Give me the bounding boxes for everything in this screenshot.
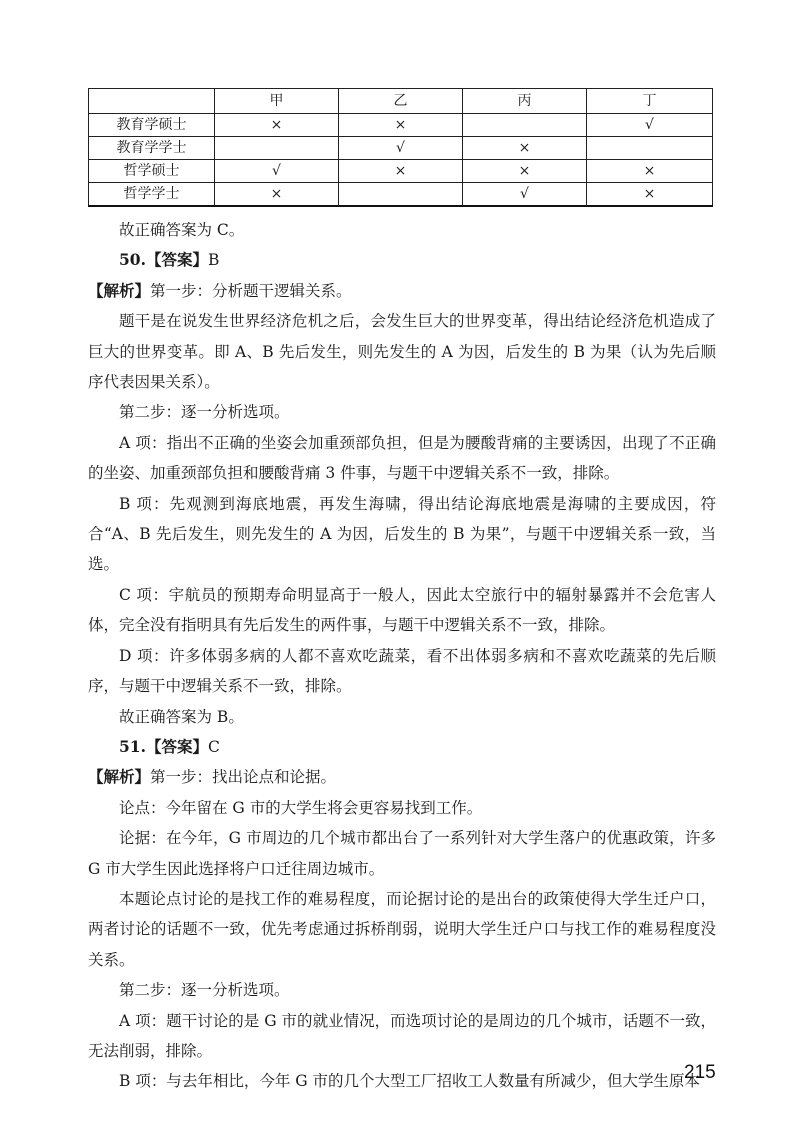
table-cell: √ — [339, 137, 463, 160]
row-label: 哲学硕士 — [89, 160, 215, 183]
paragraph: 题干是在说发生世界经济危机之后，会发生巨大的世界变革，得出结论经济危机造成了巨大的世界变革。即 A、B 先后发生，则先发生的 A 为因，后发生的 B 为果（认为先后顺序代表因果关系）。 — [88, 312, 716, 392]
option-paragraph: B 项：与去年相比，今年 G 市的几个大型工厂招收工人数量有所减少，但大学生原本 — [119, 1072, 701, 1091]
answer-heading: 51.【答案】C — [119, 736, 220, 756]
table-cell — [463, 114, 587, 137]
table-header-cell: 甲 — [215, 89, 339, 114]
table-row — [89, 183, 713, 207]
paragraph: 论点：今年留在 G 市的大学生将会更容易找到工作。 — [119, 798, 483, 817]
analysis-heading: 【解析】第一步：找出论点和论据。 — [88, 767, 337, 787]
table-header-cell: 丁 — [587, 89, 713, 114]
paragraph: 第二步：逐一分析选项。 — [119, 403, 290, 422]
paragraph: 故正确答案为 B。 — [119, 707, 244, 726]
row-label: 教育学硕士 — [89, 114, 215, 137]
table-header-cell — [89, 89, 215, 114]
table-cell: × — [339, 114, 463, 137]
paragraph: 第二步：逐一分析选项。 — [119, 981, 290, 1000]
table-header-row — [89, 89, 713, 114]
table-cell — [215, 137, 339, 160]
table-cell: × — [339, 160, 463, 183]
table-cell — [587, 137, 713, 160]
table-cell — [339, 183, 463, 207]
row-label: 哲学学士 — [89, 183, 215, 207]
paragraph: 本题论点讨论的是找工作的难易程度，而论据讨论的是出台的政策使得大学生迁户口，两者讨论的话题不一致，优先考虑通过拆桥削弱，说明大学生迁户口与找工作的难易程度没关系。 — [88, 889, 716, 969]
paragraph: 故正确答案为 C。 — [119, 221, 245, 239]
answer-heading: 50.【答案】B — [119, 250, 220, 270]
option-paragraph: A 项：题干讨论的是 G 市的就业情况，而选项讨论的是周边的几个城市，话题不一致，无法削弱，排除。 — [88, 1011, 716, 1060]
table-cell: √ — [587, 114, 713, 137]
table-header-cell: 乙 — [339, 89, 463, 114]
table-cell: × — [587, 183, 713, 207]
page-number: 215 — [684, 1062, 716, 1083]
paragraph: 论据：在今年，G 市周边的几个城市都出台了一系列针对大学生落户的优惠政策，许多 G 市大学生因此选择将户口迁往周边城市。 — [88, 829, 716, 878]
table-row — [89, 160, 713, 183]
row-label: 教育学学士 — [89, 137, 215, 160]
table-row — [89, 137, 713, 160]
analysis-heading: 【解析】第一步：分析题干逻辑关系。 — [88, 280, 352, 300]
table-cell: × — [215, 183, 339, 207]
table-cell: × — [215, 114, 339, 137]
comparison-table — [88, 88, 713, 207]
table-cell: × — [463, 160, 587, 183]
body-text — [88, 215, 716, 1097]
option-paragraph: A 项：指出不正确的坐姿会加重颈部负担，但是为腰酸背痛的主要诱因，出现了不正确的坐姿、加重颈部负担和腰酸背痛 3 件事，与题干中逻辑关系不一致，排除。 — [88, 433, 716, 483]
table-cell: × — [587, 160, 713, 183]
table-row — [89, 114, 713, 137]
comparison-table-container — [88, 88, 712, 207]
table-header-cell: 丙 — [463, 89, 587, 114]
table-cell: √ — [463, 183, 587, 207]
option-paragraph: D 项：许多体弱多病的人都不喜欢吃蔬菜，看不出体弱多病和不喜欢吃蔬菜的先后顺序，与题干中逻辑关系不一致，排除。 — [88, 646, 716, 696]
option-paragraph: C 项：宇航员的预期寿命明显高于一般人，因此太空旅行中的辐射暴露并不会危害人体，完全没有指明具有先后发生的两件事，与题干中逻辑关系不一致，排除。 — [88, 585, 716, 635]
table-cell: × — [463, 137, 587, 160]
option-paragraph: B 项：先观测到海底地震，再发生海啸，得出结论海底地震是海啸的主要成因，符合“A、B 先后发生，则先发生的 A 为因，后发生的 B 为果”，与题干中逻辑关系一致，当选。 — [88, 494, 716, 574]
table-cell: √ — [215, 160, 339, 183]
